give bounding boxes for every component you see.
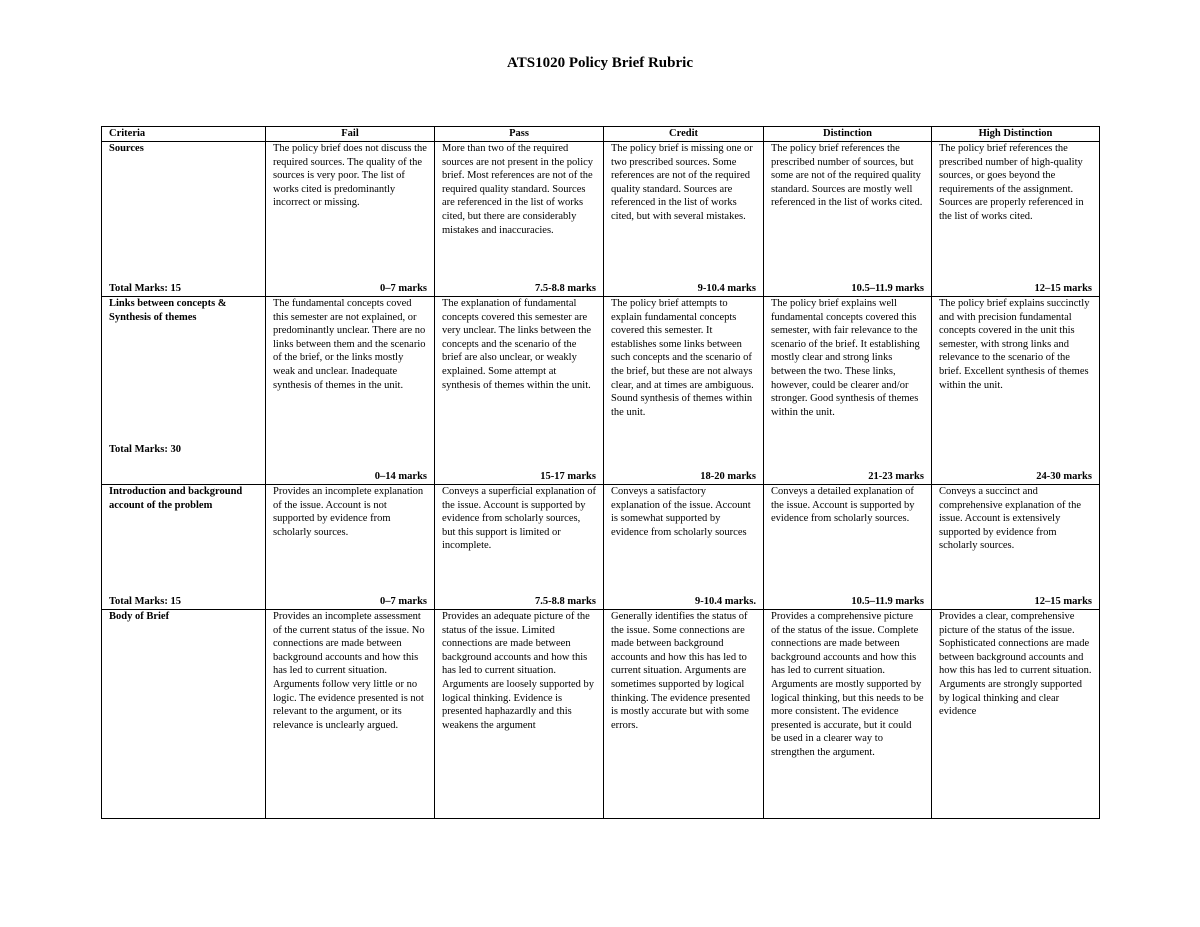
grade-cell-fail	[266, 610, 435, 819]
grade-cell-fail	[266, 142, 435, 297]
descriptor-text: The explanation of fundamental concepts covered this semester are very unclear. The links between the concepts and the scenario of the brief are also unclear, or weakly explained. Some attempt at synthesis of themes within the unit.	[442, 298, 592, 391]
header-distinction: Distinction	[764, 127, 932, 142]
marks-range: 12–15 marks	[1034, 596, 1092, 608]
criterion-cell	[102, 485, 266, 610]
descriptor-text: The policy brief is missing one or two prescribed sources. Some references are not of the required quality standard. Sources are referenced in the list of works cited, but with several mistakes.	[611, 143, 753, 222]
grade-cell-credit	[604, 610, 764, 819]
header-row	[102, 127, 1100, 142]
marks-range: 10.5–11.9 marks	[851, 596, 924, 608]
grade-cell-credit	[604, 142, 764, 297]
descriptor-text: Conveys a superficial explanation of the issue. Account is supported by evidence from scholarly sources, but this support is limited or incomplete.	[442, 486, 596, 552]
marks-range: 15-17 marks	[540, 471, 596, 483]
grade-cell-pass	[435, 297, 604, 485]
grade-cell-high-distinction	[932, 142, 1100, 297]
header-pass: Pass	[435, 127, 604, 142]
grade-cell-pass	[435, 485, 604, 610]
marks-range: 21-23 marks	[868, 471, 924, 483]
rubric-row-introduction	[102, 485, 1100, 610]
header-criteria: Criteria	[102, 127, 266, 142]
grade-cell-high-distinction	[932, 485, 1100, 610]
descriptor-text: Provides a comprehensive picture of the status of the issue. Complete connections are made between background accounts and how this has led to current situation. Arguments are mostly supported by logical thinking, but this needs to be more consistent. The evidence presented is accurate, but it could be used in a clearer way to strengthen the argument.	[771, 611, 924, 758]
descriptor-text: The fundamental concepts coved this semester are not explained, or predominantly unclear. There are no links between them and the scenario of the brief, or the links mostly weak and unclear. Inadequate synthesis of themes in the unit.	[273, 298, 426, 391]
descriptor-text: Provides an incomplete explanation of the issue. Account is not supported by evidence from scholarly sources.	[273, 486, 424, 538]
rubric-row-body	[102, 610, 1100, 819]
marks-range: 0–7 marks	[380, 596, 427, 608]
descriptor-text: Conveys a satisfactory explanation of the issue. Account is somewhat supported by evidence from scholarly sources	[611, 486, 751, 538]
grade-cell-credit	[604, 485, 764, 610]
header-credit: Credit	[604, 127, 764, 142]
descriptor-text: Conveys a succinct and comprehensive explanation of the issue. Account is extensively supported by evidence from scholarly sources.	[939, 486, 1081, 552]
descriptor-text: Provides an adequate picture of the status of the issue. Limited connections are made between background accounts and how this has led to current situation. Arguments are loosely supported by logical thinking. Evidence is presented haphazardly and this weakens the argument	[442, 611, 595, 731]
descriptor-text: More than two of the required sources are not present in the policy brief. Most references are not of the required quality standard. Sources are referenced in the list of works cited, but there are considerably mistakes and inaccuracies.	[442, 143, 594, 236]
grade-cell-pass	[435, 142, 604, 297]
criterion-label: Body of Brief	[109, 611, 170, 622]
grade-cell-high-distinction	[932, 297, 1100, 485]
marks-range: 24-30 marks	[1036, 471, 1092, 483]
criterion-cell	[102, 142, 266, 297]
descriptor-text: The policy brief explains well fundamental concepts covered this semester, with fair relevance to the scenario of the brief. It establishing mostly clear and strong links between the two. These links, however, could be clearer and/or stronger. Good synthesis of themes within the unit.	[771, 298, 920, 418]
criterion-label: Links between concepts & Synthesis of themes	[109, 298, 227, 323]
grade-cell-credit	[604, 297, 764, 485]
rubric-row-sources	[102, 142, 1100, 297]
criterion-label: Introduction and background account of the problem	[109, 486, 243, 511]
grade-cell-fail	[266, 297, 435, 485]
grade-cell-high-distinction	[932, 610, 1100, 819]
grade-cell-pass	[435, 610, 604, 819]
marks-range: 7.5-8.8 marks	[535, 596, 596, 608]
descriptor-text: Provides an incomplete assessment of the current status of the issue. No connections are made between background accounts and how this has led to current situation. Arguments follow very little or no logic. The evidence presented is not relevant to the argument, or its relevance is unclearly argued.	[273, 611, 425, 731]
descriptor-text: The policy brief references the prescribed number of sources, but some are not of the required quality standard. Sources are mostly well referenced in the list of works cited.	[771, 143, 923, 209]
descriptor-text: The policy brief references the prescribed number of high-quality sources, or goes beyond the requirements of the assignment. Sources are properly referenced in the list of works cited.	[939, 143, 1084, 222]
descriptor-text: The policy brief does not discuss the required sources. The quality of the sources is very poor. The list of works cited is predominantly incorrect or missing.	[273, 143, 427, 209]
marks-range: 10.5–11.9 marks	[851, 283, 924, 295]
marks-range: 18-20 marks	[700, 471, 756, 483]
grade-cell-distinction	[764, 142, 932, 297]
criterion-cell	[102, 297, 266, 485]
criterion-cell	[102, 610, 266, 819]
descriptor-text: Conveys a detailed explanation of the issue. Account is supported by evidence from scholarly sources.	[771, 486, 915, 525]
document-title: ATS1020 Policy Brief Rubric	[507, 55, 693, 71]
grade-cell-fail	[266, 485, 435, 610]
descriptor-text: Generally identifies the status of the issue. Some connections are made between background accounts and how this has led to current situation. Arguments are sometimes supported by logical thinking. The evidence presented is mostly accurate but with some errors.	[611, 611, 751, 731]
total-marks: Total Marks: 15	[109, 596, 181, 608]
marks-range: 7.5-8.8 marks	[535, 283, 596, 295]
marks-range: 0–14 marks	[374, 471, 427, 483]
marks-range: 9-10.4 marks.	[695, 596, 756, 608]
total-marks: Total Marks: 15	[109, 283, 181, 295]
marks-range: 12–15 marks	[1034, 283, 1092, 295]
grade-cell-distinction	[764, 610, 932, 819]
descriptor-text: The policy brief attempts to explain fundamental concepts covered this semester. It establishes some links between such concepts and the scenario of the brief, but these are not always clear, and at times are ambiguous. Sound synthesis of themes within the unit.	[611, 298, 754, 418]
rubric-table	[101, 126, 1100, 819]
descriptor-text: The policy brief explains succinctly and with precision fundamental concepts covered in the unit this semester, with strong links and relevance to the scenario of the brief. Excellent synthesis of themes within the unit.	[939, 298, 1090, 391]
criterion-label: Sources	[109, 143, 144, 154]
total-marks: Total Marks: 30	[109, 444, 181, 456]
marks-range: 9-10.4 marks	[697, 283, 756, 295]
rubric-row-links-synthesis	[102, 297, 1100, 485]
descriptor-text: Provides a clear, comprehensive picture of the status of the issue. Sophisticated connections are made between background accounts and how this has led to current situation. Arguments are strongly supported by logical thinking and clear evidence	[939, 611, 1092, 718]
header-high-distinction: High Distinction	[932, 127, 1100, 142]
grade-cell-distinction	[764, 485, 932, 610]
header-fail: Fail	[266, 127, 435, 142]
grade-cell-distinction	[764, 297, 932, 485]
marks-range: 0–7 marks	[380, 283, 427, 295]
